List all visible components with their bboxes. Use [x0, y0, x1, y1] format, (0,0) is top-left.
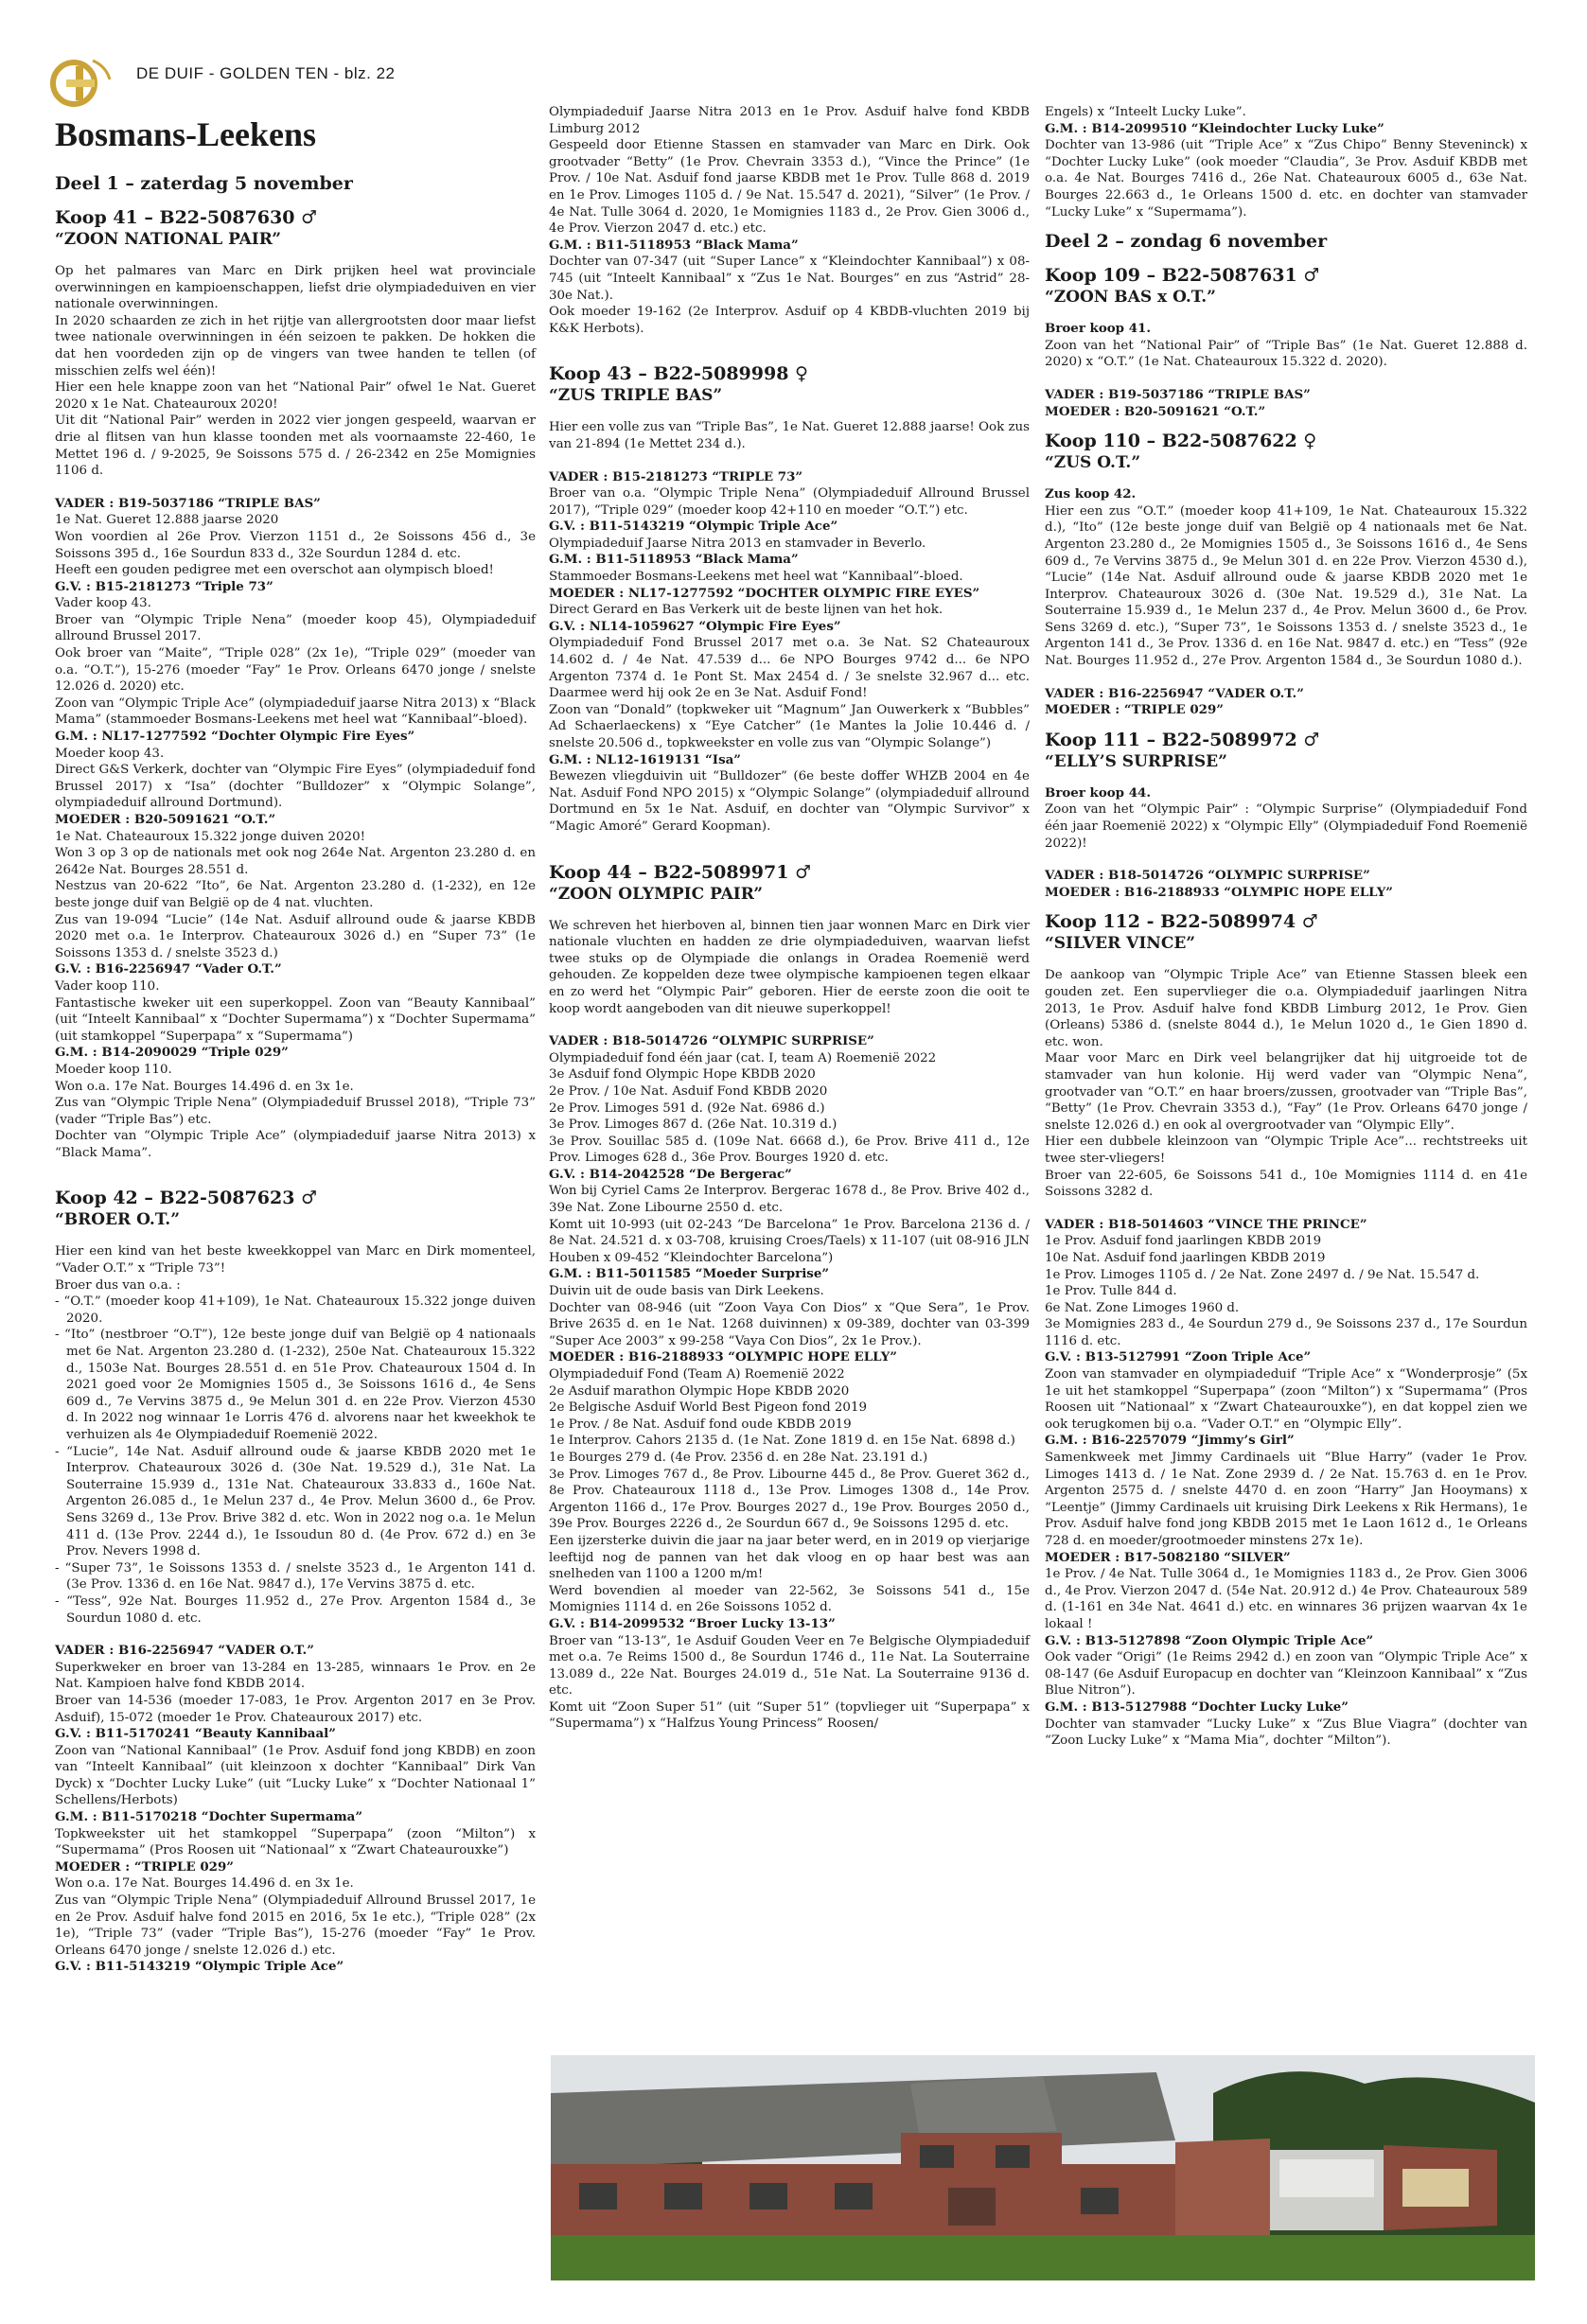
- lot-heading: Koop 112 - B22-5089974 ♂: [1045, 911, 1318, 933]
- paragraph: Werd bovendien al moeder van 22-562, 3e Soissons 541 d., 15e Momignies 1114 d. en 26e Soissons 1052 d.: [549, 1583, 1030, 1615]
- spacer: [549, 453, 1030, 469]
- pedigree-line: G.M. : NL12-1619131 “Isa”: [549, 751, 741, 767]
- pedigree-line: G.M. : B11-5118953 “Black Mama”: [549, 552, 799, 568]
- paragraph: Broer van 22-605, 6e Soissons 541 d., 10e Momignies 1114 d. en 41e Soissons 3282 d.: [1045, 1168, 1527, 1200]
- paragraph: Ook broer van “Maite”, “Triple 028” (2x 1e), “Triple 029” (moeder van o.a. “O.T.”), 15-276 (moeder “Fay” 1e Prov. Orleans 6470 jonge / snelste 12.026 d. 2020) etc.: [55, 646, 536, 695]
- paragraph: Direct Gerard en Bas Verkerk uit de beste lijnen van het hok.: [549, 603, 943, 618]
- pedigree-line: G.V. : B11-5143219 “Olympic Triple Ace”: [55, 1959, 344, 1975]
- spacer: [55, 1161, 536, 1177]
- paragraph: Broer van o.a. “Olympic Triple Nena” (Olympiadeduif Allround Brussel 2017), “Triple 029” (moeder koop 42+110 en moeder “O.T.”) etc.: [549, 486, 1030, 518]
- paragraph: Zus van “Olympic Triple Nena” (Olympiadeduif Allround Brussel 2017, 1e en 2e Prov. Asduif halve fond 2015 en 2016, 5x 1e etc.), “Triple 028” (2x 1e), “Triple 73” (vader “Triple Bas”), 15-276 (moeder “Fay” 1e Prov. Orleans 6470 jonge / snelste 12.026 d.) etc.: [55, 1893, 536, 1958]
- paragraph: 3e Momignies 283 d., 4e Sourdun 279 d., 9e Soissons 237 d., 17e Sourdun 1116 d. etc.: [1045, 1317, 1527, 1348]
- pedigree-line: VADER : B15-2181273 “TRIPLE 73”: [549, 468, 803, 484]
- paragraph: Dochter van 07-347 (uit “Super Lance” x “Kleindochter Kannibaal”) x 08-745 (uit “Inteelt Kannibaal” x “Zus 1e Nat. Bourges” en zus “Astrid” 28-30e Nat.).: [549, 255, 1030, 303]
- column-2: [549, 104, 1030, 1733]
- paragraph: Uit dit “National Pair” werden in 2022 vier jongen gespeeld, waarvan er drie al flitsen van hun klasse toonden met als voornaamste 22-460, 1e Mettet 196 d. / 9-2025, 9e Soissons 575 d. / 26-2342 en 25e Momignies 1106 d.: [55, 414, 536, 479]
- column-2-content: [549, 104, 1030, 1733]
- paragraph: Direct G&S Verkerk, dochter van “Olympic Fire Eyes” (olympiadeduif fond Brussel 2017) x “Isa” (dochter “Bulldozer” x “Olympic Solange”, olympiadeduif allround Dortmund).: [55, 763, 536, 811]
- lot-name: “SILVER VINCE”: [1045, 934, 1196, 954]
- lot-name: “ELLY’S SURPRISE”: [1045, 751, 1227, 771]
- paragraph: Ook moeder 19-162 (2e Interprov. Asduif op 4 KBDB-vluchten 2019 bij K&K Herbots).: [549, 305, 1030, 336]
- pedigree-line: G.V. : B14-2099532 “Broer Lucky 13-13”: [549, 1615, 836, 1631]
- pedigree-line: Broer koop 41.: [1045, 321, 1152, 337]
- paragraph: 1e Prov. Asduif fond jaarlingen KBDB 2019: [1045, 1234, 1322, 1249]
- paragraph: Zoon van “National Kannibaal” (1e Prov. Asduif fond jong KBDB) en zoon van “Inteelt Kannibaal” (uit kleinzoon x dochter “Kannibaal” Dirk Van Dyck) x “Dochter Lucky Luke” (uit “Lucky Luke” x “Dochter Nationaal 1” Schellens/Herbots): [55, 1743, 536, 1808]
- pedigree-line: G.V. : B11-5143219 “Olympic Triple Ace”: [549, 519, 838, 535]
- lot-name: “ZOON BAS x O.T.”: [1045, 288, 1216, 308]
- pedigree-line: VADER : B18-5014726 “OLYMPIC SURPRISE”: [549, 1033, 874, 1049]
- list-item: - “Super 73”, 1e Soissons 1353 d. / snelste 3523 d., 1e Argenton 141 d. (3e Prov. 1336 d. en 16e Nat. 9847 d.), 17e Vervins 3875 d. etc.: [55, 1560, 536, 1593]
- pedigree-line: G.V. : B15-2181273 “Triple 73”: [55, 578, 273, 594]
- pedigree-line: MOEDER : “TRIPLE 029”: [1045, 702, 1224, 718]
- paragraph: 1e Prov. Limoges 1105 d. / 2e Nat. Zone 2497 d. / 9e Nat. 15.547 d.: [1045, 1267, 1480, 1282]
- pedigree-line: G.V. : B16-2256947 “Vader O.T.”: [55, 961, 282, 977]
- lot-name: “ZUS O.T.”: [1045, 453, 1141, 473]
- paragraph: Duivin uit de oude basis van Dirk Leekens.: [549, 1284, 824, 1299]
- paragraph: Olympiadeduif Fond (Team A) Roemenië 2022: [549, 1367, 845, 1382]
- paragraph: Moeder koop 110.: [55, 1062, 172, 1077]
- paragraph: Olympiadeduif Jaarse Nitra 2013 en 1e Prov. Asduif halve fond KBDB Limburg 2012: [549, 105, 1030, 136]
- lot-heading: Koop 44 – B22-5089971 ♂: [549, 861, 812, 883]
- lot-heading: Koop 42 – B22-5087623 ♂: [55, 1188, 318, 1209]
- publication-header: DE DUIF - GOLDEN TEN - blz. 22: [136, 64, 396, 82]
- pedigree-line: MOEDER : B20-5091621 “O.T.”: [55, 812, 276, 827]
- pedigree-line: MOEDER : B16-2188933 “OLYMPIC HOPE ELLY”: [1045, 884, 1393, 900]
- paragraph: Olympiadeduif fond één jaar (cat. I, team A) Roemenië 2022: [549, 1050, 937, 1065]
- paragraph: 3e Asduif fond Olympic Hope KBDB 2020: [549, 1067, 816, 1083]
- paragraph: Komt uit “Zoon Super 51” (uit “Super 51” (topvlieger uit “Superpapa” x “Supermama”) x “Halfzus Young Princess” Roosen/: [549, 1699, 1030, 1732]
- paragraph: Samenkweek met Jimmy Cardinaels uit “Blue Harry” (vader 1e Prov. Limoges 1413 d. / 1e Nat. Zone 2939 d. / 2e Nat. 15.763 d. en 1e Prov. Argenton 2575 d. / snelste 4470 d. en zoon “Harry” Jan Hooymans) x “Leentje” (Jimmy Cardinaels uit kruising Dirk Leekens x Rik Hermans), 1e Prov. Asduif halve fond jong KBDB 2015 met 1e Laon 1612 d., 1e Orleans 728 d. en moeder/grootmoeder minstens 27x 1e).: [1045, 1451, 1527, 1548]
- lot-heading: Koop 41 – B22-5087630 ♂: [55, 207, 318, 228]
- paragraph: Zoon van stamvader en olympiadeduif “Triple Ace” x “Wonderprosje” (5x 1e uit het stamkoppel “Superpapa” (zoon “Milton”) x “Supermama” (Pros Roosen uit “Nationaal” x “Zwart Chateaurouxke”), en dat koppel zien we ook terugkomen bij o.a. “Vader O.T.” en “Olympic Elly”.: [1045, 1367, 1527, 1432]
- spacer: [1045, 670, 1527, 686]
- paragraph: 1e Nat. Chateauroux 15.322 jonge duiven 2020!: [55, 829, 365, 844]
- pedigree-line: G.V. : B13-5127898 “Zoon Olympic Triple Ace”: [1045, 1632, 1374, 1648]
- paragraph: Op het palmares van Marc en Dirk prijken heel wat provinciale overwinningen en kampioenschappen, liefst drie olympiadeduiven en vier nationale overwinningen.: [55, 264, 536, 312]
- paragraph: Zoon van het “Olympic Pair” : “Olympic Surprise” (Olympiadeduif Fond één jaar Roemenië 2022) x “Olympic Elly” (Olympiadeduif Fond Roemenië 2022)!: [1045, 802, 1527, 851]
- pedigree-line: VADER : B19-5037186 “TRIPLE BAS”: [1045, 386, 1311, 402]
- paragraph: Hier een hele knappe zoon van het “National Pair” ofwel 1e Nat. Gueret 2020 x 1e Nat. Chateauroux 2020!: [55, 380, 536, 412]
- paragraph: 1e Prov. Tulle 844 d.: [1045, 1284, 1177, 1299]
- lot-name: “ZOON OLYMPIC PAIR”: [549, 884, 764, 904]
- spacer: [549, 1017, 1030, 1033]
- pedigree-line: G.M. : B11-5170218 “Dochter Supermama”: [55, 1809, 363, 1825]
- loft-photo-icon: [551, 2055, 1535, 2280]
- paragraph: Won bij Cyriel Cams 2e Interprov. Bergerac 1678 d., 8e Prov. Brive 402 d., 39e Nat. Zone Libourne 2550 d. etc.: [549, 1184, 1030, 1216]
- paragraph: Superkweker en broer van 13-284 en 13-285, winnaars 1e Prov. en 2e Nat. Kampioen halve fond KBDB 2014.: [55, 1660, 536, 1692]
- pedigree-line: G.V. : B14-2042528 “De Bergerac”: [549, 1166, 792, 1182]
- paragraph: Vader koop 110.: [55, 978, 160, 994]
- list-item: - “Lucie”, 14e Nat. Asduif allround oude & jaarse KBDB 2020 met 1e Interprov. Chateauroux 3026 d. (30e Nat. 19.529 d.), 31e Nat. La Souterraine 15.939 d., 131e Nat. Chateauroux 33.833 d., 160e Nat. Argenton 26.085 d., 1e Melun 237 d., 4e Prov. Melun 3600 d., 6e Prov. Sens 3269 d., 13e Prov. Brive 382 d. etc. Won in 2022 nog o.a. 1e Melun 411 d. (13e Prov. 2244 d.), 1e Issoudun 80 d. (4e Prov. 672 d.) en 3e Prov. Nevers 1998 d.: [55, 1444, 536, 1559]
- paragraph: 3e Prov. Limoges 767 d., 8e Prov. Libourne 445 d., 8e Prov. Gueret 362 d., 8e Prov. Chateauroux 1118 d., 13e Prov. Limoges 1308 d., 14e Prov. Argenton 1166 d., 17e Prov. Bourges 2027 d., 19e Prov. Bourges 2050 d., 39e Prov. Bourges 2226 d., 2e Sourdun 667 d., 9e Soissons 1295 d. etc.: [549, 1467, 1030, 1532]
- paragraph: 3e Prov. Limoges 867 d. (26e Nat. 10.319 d.): [549, 1118, 838, 1133]
- spacer: [549, 836, 1030, 852]
- paragraph: Dochter van 13-986 (uit “Triple Ace” x “Zus Chipo” Benny Steveninck) x “Dochter Lucky Luke” (ook moeder “Claudia”, 3e Prov. Asduif KBDB met o.a. 4e Nat. Bourges 7416 d., 26e Nat. Chateauroux 6005 d., 63e Nat. Bourges 22.663 d., 1e Orleans 1500 d. etc. en dochter van stamvader “Lucky Luke” x “Supermama”).: [1045, 138, 1527, 220]
- golden-ten-logo-icon: [47, 57, 114, 110]
- paragraph: Broer van “Olympic Triple Nena” (moeder koop 45), Olympiadeduif allround Brussel 2017.: [55, 612, 536, 644]
- column-3-content: [1045, 104, 1527, 1750]
- lot-name: “ZOON NATIONAL PAIR”: [55, 230, 282, 249]
- lot-heading: Koop 43 – B22-5089998 ♀: [549, 363, 808, 385]
- paragraph: Broer van 14-536 (moeder 17-083, 1e Prov. Argenton 2017 en 3e Prov. Asduif), 15-072 (moeder 1e Prov. Chateauroux 2017) etc.: [55, 1693, 536, 1725]
- paragraph: Moeder koop 43.: [55, 746, 165, 761]
- paragraph: Bewezen vliegduivin uit “Bulldozer” (6e beste doffer WHZB 2004 en 4e Nat. Asduif Fond NPO 2015) x “Olympic Solange” (olympiadeduif allround Dortmund en 5x 1e Nat. Asduif, en dochter van “Olympic Survivor” x “Magic Amoré” Gerard Koopman).: [549, 769, 1030, 834]
- list-item: - “Ito” (nestbroer “O.T”), 12e beste jonge duif van België op 4 nationaals met 6e Nat. Argenton 23.280 d. (1-232), 250e Nat. Chateauroux 15.322 d., 1503e Nat. Bourges 28.551 d. en 51e Prov. Chateauroux 1504 d. In 2021 goed voor 2e Momignies 1505 d., 3e Soissons 1616 d., 4e Sens 609 d., 7e Vervins 3875 d., 9e Melun 301 d. en 22e Prov. Vierzon 4530 d. In 2022 nog winnaar 1e Lorris 476 d. alvorens naar het kweekhok te verhuizen als 4e Olympiadeduif Roemenië 2022.: [55, 1328, 536, 1442]
- paragraph: Vader koop 43.: [55, 596, 151, 611]
- paragraph: Heeft een gouden pedigree met een overschot aan olympisch bloed!: [55, 563, 494, 578]
- pedigree-line: MOEDER : NL17-1277592 “DOCHTER OLYMPIC FIRE EYES”: [549, 585, 980, 601]
- pedigree-line: G.M. : B16-2257079 “Jimmy’s Girl”: [1045, 1433, 1295, 1449]
- column-1-content: [55, 206, 536, 1976]
- paragraph: Een ijzersterke duivin die jaar na jaar beter werd, en in 2019 op vierjarige leeftijd nog de pannen van het dak vloog en op haar best was aan snelheden van 1100 a 1200 m/m!: [549, 1533, 1030, 1582]
- paragraph: Hier een dubbele kleinzoon van “Olympic Triple Ace”... rechtstreeks uit twee ster-vliegers!: [1045, 1135, 1527, 1166]
- paragraph: 1e Prov. / 4e Nat. Tulle 3064 d., 1e Momignies 1183 d., 2e Prov. Gien 3006 d., 4e Prov. Vierzon 2047 d. (54e Nat. 20.912 d.) 4e Prov. Chateauroux 589 d. (1-161 en 34e Nat. 4641 d.) etc. en winnares 36 prijzen waarvan 4x 1e lokaal !: [1045, 1567, 1527, 1631]
- list-item: - “O.T.” (moeder koop 41+109), 1e Nat. Chateauroux 15.322 jonge duiven 2020.: [55, 1294, 536, 1326]
- pedigree-line: VADER : B16-2256947 “VADER O.T.”: [55, 1643, 314, 1659]
- pedigree-line: G.M. : B11-5118953 “Black Mama”: [549, 237, 799, 253]
- spacer: [549, 337, 1030, 353]
- paragraph: Broer van “13-13”, 1e Asduif Gouden Veer en 7e Belgische Olympiadeduif met o.a. 7e Reims 1500 d., 8e Sourdun 1746 d., 11e Nat. La Souterraine 13.089 d., 22e Nat. Bourges 24.019 d., 51e Nat. La Souterraine 9136 d. etc.: [549, 1633, 1030, 1699]
- paragraph: Hier een kind van het beste kweekkoppel van Marc en Dirk momenteel, “Vader O.T.” x “Triple 73”!: [55, 1244, 536, 1276]
- paragraph: Hier een volle zus van “Triple Bas”, 1e Nat. Gueret 12.888 jaarse! Ook zus van 21-894 (1e Mettet 234 d.).: [549, 420, 1030, 451]
- pedigree-line: G.M. : B14-2090029 “Triple 029”: [55, 1045, 289, 1061]
- lot-heading: Koop 109 – B22-5087631 ♂: [1045, 265, 1320, 287]
- pedigree-line: VADER : B18-5014726 “OLYMPIC SURPRISE”: [1045, 868, 1370, 884]
- pedigree-line: G.V. : NL14-1059627 “Olympic Fire Eyes”: [549, 618, 841, 634]
- pedigree-line: Broer koop 44.: [1045, 784, 1152, 801]
- pedigree-line: VADER : B16-2256947 “VADER O.T.”: [1045, 685, 1304, 701]
- paragraph: De aankoop van “Olympic Triple Ace” van Etienne Stassen bleek een gouden zet. Een supervlieger die o.a. Olympiadeduif jaarlingen Nitra 2013, 1e Prov. Asduif halve fond KBDB Limburg 2012, 1e Prov. Gien (Orleans) 5386 d. (snelste 8044 d.), 1e Melun 1020 d., 1e Gien 1890 d. etc. won.: [1045, 968, 1527, 1049]
- spacer: [55, 1627, 536, 1643]
- paragraph: 1e Bourges 279 d. (4e Prov. 2356 d. en 28e Nat. 23.191 d.): [549, 1450, 928, 1465]
- paragraph: Hier een zus “O.T.” (moeder koop 41+109, 1e Nat. Chateauroux 15.322 d.), “Ito” (12e beste jonge duif van België op 4 nationaals met 6e Nat. Argenton 23.280 d., 2e Momignies 1505 d., 3e Soissons 1616 d., 4e Sens 609 d., 7e Vervins 3875 d., 9e Melun 301 d. en 22e Prov. Vierzon 4530 d.), “Lucie” (14e Nat. Asduif allround oude & jaarse KBDB 2020 met 1e Interprov. Chateauroux 3026 d. (30e Nat. 19.529 d.), 31e Nat. La Souterraine 15.939 d., 1e Melun 237 d., 4e Prov. Melun 3600 d., 6e Prov. Sens 3269 d. etc.), “Super 73”, 1e Soissons 1353 d. / snelste 3523 d., 1e Argenton 141 d., 3e Prov. 1336 d. en 16e Nat. 9847 d. etc.) en “Tess” (92e Nat. Bourges 11.952 d., 27e Prov. Argenton 1584 d., 3e Sourdun 1080 d.).: [1045, 503, 1527, 669]
- paragraph: Zoon van “Olympic Triple Ace” (olympiadeduif jaarse Nitra 2013) x “Black Mama” (stammoeder Bosmans-Leekens met heel wat “Kannibaal”-bloed).: [55, 695, 536, 728]
- paragraph: 1e Nat. Gueret 12.888 jaarse 2020: [55, 513, 279, 528]
- paragraph: 1e Prov. / 8e Nat. Asduif fond oude KBDB 2019: [549, 1417, 852, 1432]
- day-2-heading: Deel 2 – zondag 6 november: [1045, 231, 1328, 253]
- paragraph: Komt uit 10-993 (uit 02-243 “De Barcelona” 1e Prov. Barcelona 2136 d. / 8e Nat. 24.521 d. x 03-708, kruising Croes/Taels) x 11-107 (uit 08-916 JLN Houben x 09-452 “Kleindochter Barcelona”): [549, 1217, 1030, 1265]
- pedigree-line: VADER : B19-5037186 “TRIPLE BAS”: [55, 495, 321, 511]
- paragraph: We schreven het hierboven al, binnen tien jaar wonnen Marc en Dirk vier nationale vluchten en hadden ze drie olympiadeduiven, waarvan liefst twee stuks op de Olympiade die onlangs in Oradea Roemenië werd gehouden. Ze koppelden deze twee olympische kampioenen tegen elkaar en zo werd het “Olympic Pair” geboren. Hier de eerste zoon die ooit te koop wordt aangeboden van dit nieuwe superkoppel!: [549, 918, 1030, 1016]
- lot-name: “BROER O.T.”: [55, 1210, 180, 1230]
- paragraph: Dochter van stamvader “Lucky Luke” x “Zus Blue Viagra” (dochter van “Zoon Lucky Luke” x “Mama Mia”, dochter “Milton”).: [1045, 1717, 1527, 1749]
- paragraph: 1e Interprov. Cahors 2135 d. (1e Nat. Zone 1819 d. en 15e Nat. 6898 d.): [549, 1434, 1015, 1449]
- paragraph: Topkweekster uit het stamkoppel “Superpapa” (zoon “Milton”) x “Supermama” (Pros Roosen uit “Nationaal” x “Zwart Chateaurouxke”): [55, 1826, 536, 1858]
- paragraph: Won 3 op 3 op de nationals met ook nog 264e Nat. Argenton 23.280 d. en 2642e Nat. Bourges 28.551 d.: [55, 846, 536, 877]
- pedigree-line: MOEDER : B20-5091621 “O.T.”: [1045, 403, 1266, 419]
- list-item: - “Tess”, 92e Nat. Bourges 11.952 d., 27e Prov. Argenton 1584 d., 3e Sourdun 1080 d. etc.: [55, 1593, 536, 1626]
- spacer: [1045, 371, 1527, 387]
- paragraph: Won o.a. 17e Nat. Bourges 14.496 d. en 3x 1e.: [55, 1876, 354, 1892]
- paragraph: Broer dus van o.a. :: [55, 1277, 181, 1293]
- paragraph: Zoon van het “National Pair” of “Triple Bas” (1e Nat. Gueret 12.888 d. 2020) x “O.T.” (1e Nat. Chateauroux 15.322 d. 2020).: [1045, 338, 1527, 370]
- paragraph: Dochter van “Olympic Triple Ace” (olympiadeduif jaarse Nitra 2013) x “Black Mama”.: [55, 1129, 536, 1160]
- pedigree-line: MOEDER : B16-2188933 “OLYMPIC HOPE ELLY”: [549, 1349, 897, 1365]
- day-1-heading: Deel 1 – zaterdag 5 november: [55, 173, 353, 194]
- paragraph: Zus van “Olympic Triple Nena” (Olympiadeduif Brussel 2018), “Triple 73” (vader “Triple Bas”) etc.: [55, 1096, 536, 1127]
- lot-heading: Koop 111 – B22-5089972 ♂: [1045, 729, 1320, 750]
- pedigree-line: MOEDER : B17-5082180 “SILVER”: [1045, 1549, 1291, 1565]
- paragraph: 2e Belgische Asduif World Best Pigeon fond 2019: [549, 1400, 867, 1416]
- paragraph: Maar voor Marc en Dirk veel belangrijker dat hij uitgroeide tot de stamvader van hun kolonie. Hij werd vader van “Olympic Nena”, grootvader van “O.T.” en haar broers/zussen, grootvader van “Triple Bas”, “Betty” (1e Prov. Chevrain 3353 d.), “Fay” (1e Prov. Orleans 6470 jonge / snelste 12.026 d.) en ook al overgrootvader van “Olympic Elly”.: [1045, 1051, 1527, 1133]
- pedigree-line: G.M. : B11-5011585 “Moeder Surprise”: [549, 1266, 830, 1282]
- paragraph: 2e Prov. Limoges 591 d. (92e Nat. 6986 d.): [549, 1100, 825, 1116]
- paragraph: Nestzus van 20-622 “Ito”, 6e Nat. Argenton 23.280 d. (1-232), en 12e beste jonge duif van België op de 4 nat. vluchten.: [55, 879, 536, 910]
- paragraph: Ook vader “Origi” (1e Reims 2942 d.) en zoon van “Olympic Triple Ace” x 08-147 (6e Asduif Europacup en dochter van “Kleinzoon Kannibaal” x “Zus Blue Nitron”).: [1045, 1650, 1527, 1699]
- paragraph: Fantastische kweker uit een superkoppel. Zoon van “Beauty Kannibaal” (uit “Inteelt Kannibaal” x “Dochter Supermama”) x “Dochter Supermama” (uit stamkoppel “Superpapa” x “Supermama”): [55, 995, 536, 1044]
- loft-photo: [551, 2055, 1535, 2280]
- spacer: [1045, 1201, 1527, 1217]
- paragraph: 2e Asduif marathon Olympic Hope KBDB 2020: [549, 1383, 850, 1399]
- lot-name: “ZUS TRIPLE BAS”: [549, 386, 723, 406]
- spacer: [55, 480, 536, 496]
- pedigree-line: G.V. : B13-5127991 “Zoon Triple Ace”: [1045, 1349, 1312, 1365]
- column-1: [55, 104, 536, 1976]
- pedigree-line: VADER : B18-5014603 “VINCE THE PRINCE”: [1045, 1216, 1367, 1232]
- paragraph: Stammoeder Bosmans-Leekens met heel wat “Kannibaal”-bloed.: [549, 570, 963, 585]
- paragraph: Olympiadeduif Jaarse Nitra 2013 en stamvader in Beverlo.: [549, 536, 926, 551]
- paragraph: Won voordien al 26e Prov. Vierzon 1151 d., 2e Soissons 456 d., 3e Soissons 395 d., 16e Sourdun 833 d., 32e Sourdun 1284 d. etc.: [55, 529, 536, 561]
- paragraph: 2e Prov. / 10e Nat. Asduif Fond KBDB 2020: [549, 1083, 828, 1099]
- pedigree-line: G.M. : B14-2099510 “Kleindochter Lucky Luke”: [1045, 120, 1384, 136]
- paragraph: Won o.a. 17e Nat. Bourges 14.496 d. en 3x 1e.: [55, 1079, 354, 1094]
- pedigree-line: G.M. : NL17-1277592 “Dochter Olympic Fire Eyes”: [55, 729, 415, 745]
- spacer: [1045, 852, 1527, 868]
- paragraph: Gespeeld door Etienne Stassen en stamvader van Marc en Dirk. Ook grootvader “Betty” (1e Prov. Chevrain 3353 d.), “Vince the Prince” (1e Prov. / 10e Nat. Asduif fond jaarse KBDB met 1e Prov. Tulle 868 d. 2019 en 1e Prov. Limoges 1105 d. / 9e Nat. 15.547 d. 2021), “Silver” (1e Prov. / 4e Nat. Tulle 3064 d. 2020, 1e Momignies 1183 d., 2e Prov. Gien 3006 d., 4e Prov. Vierzon 2047 d. etc.) etc.: [549, 138, 1030, 237]
- paragraph: In 2020 schaarden ze zich in het rijtje van allergrootsten door maar liefst twee nationale overwinningen in één seizoen te pakken. De hokken die dat hen voordeden zijn op de vingers van twee handen te tellen (of misschien zelfs wel één)!: [55, 313, 536, 379]
- pedigree-line: G.V. : B11-5170241 “Beauty Kannibaal”: [55, 1726, 336, 1742]
- paragraph: Dochter van 08-946 (uit “Zoon Vaya Con Dios” x “Que Sera”, 1e Prov. Brive 2635 d. en 1e Nat. 1268 duivinnen) x 09-389, dochter van 03-399 “Super Ace 2003” x 99-258 “Vaya Con Dios”, 2x 1e Prov.).: [549, 1300, 1030, 1348]
- paragraph: 10e Nat. Asduif fond jaarlingen KBDB 2019: [1045, 1250, 1326, 1265]
- lot-heading: Koop 110 – B22-5087622 ♀: [1045, 431, 1317, 452]
- paragraph: Zus van 19-094 “Lucie” (14e Nat. Asduif allround oude & jaarse KBDB 2020 met o.a. 1e Interprov. Chateauroux 3026 d.) en “Super 73” (1e Soissons 1353 d. / snelste 3523 d.): [55, 912, 536, 960]
- column-3: [1045, 104, 1527, 1750]
- paragraph: Zoon van “Donald” (topkweker uit “Magnum” Jan Ouwerkerk x “Bubbles” Ad Schaerlaeckens) x “Eye Catcher” (1e Mantes la Jolie 10.446 d. / snelste 20.506 d., topkweekster en volle zus van “Olympic Solange”): [549, 702, 1030, 750]
- article-title: Bosmans-Leekens: [55, 115, 317, 153]
- pedigree-line: G.M. : B13-5127988 “Dochter Lucky Luke”: [1045, 1699, 1349, 1715]
- paragraph: 3e Prov. Souillac 585 d. (109e Nat. 6668 d.), 6e Prov. Brive 411 d., 12e Prov. Limoges 628 d., 36e Prov. Bourges 1920 d. etc.: [549, 1134, 1030, 1166]
- paragraph: Olympiadeduif Fond Brussel 2017 met o.a. 3e Nat. S2 Chateauroux 14.602 d. / 4e Nat. 47.539 d... 6e NPO Bourges 9742 d... 6e NPO Argenton 7374 d. 1e Pont St. Max 2454 d. / 3e snelste 32.967 d... etc. Daarmee werd hij ook 2e en 3e Nat. Asduif Fond!: [549, 636, 1030, 701]
- pedigree-line: MOEDER : “TRIPLE 029”: [55, 1858, 234, 1875]
- pedigree-line: Zus koop 42.: [1045, 486, 1137, 502]
- paragraph: Engels) x “Inteelt Lucky Luke”.: [1045, 105, 1246, 119]
- paragraph: 6e Nat. Zone Limoges 1960 d.: [1045, 1300, 1240, 1315]
